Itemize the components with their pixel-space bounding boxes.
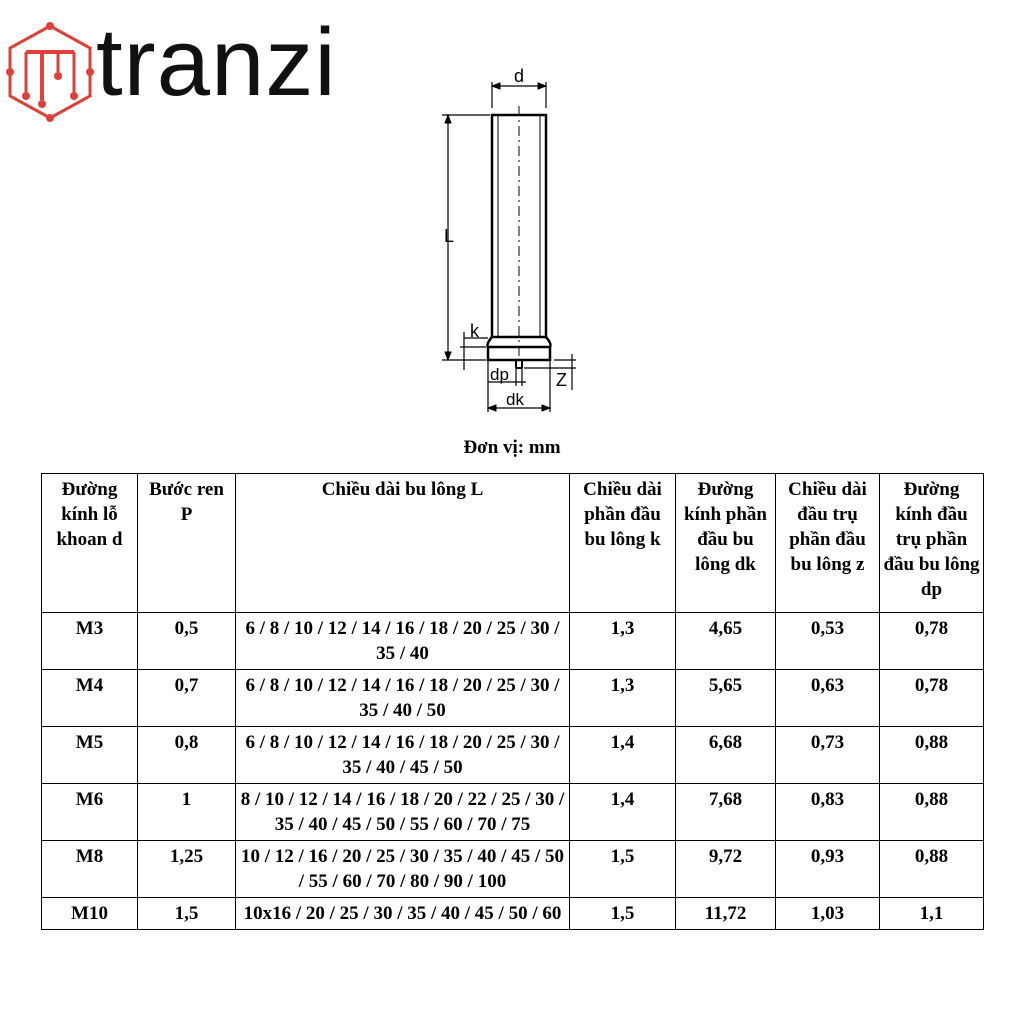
cell-lengths: 8 / 10 / 12 / 14 / 16 / 18 / 20 / 22 / 25 / 30 / 35 / 40 / 45 / 50 / 55 / 60 / 70 / 75: [236, 784, 570, 841]
cell-dp: 0,88: [880, 784, 984, 841]
table-row: [42, 784, 984, 841]
cell-dk: 5,65: [676, 670, 776, 727]
cell-z: 0,83: [776, 784, 880, 841]
table-row: [42, 898, 984, 930]
brand-logo: [0, 9, 337, 122]
cell-lengths: 6 / 8 / 10 / 12 / 14 / 16 / 18 / 20 / 25 / 30 / 35 / 40: [236, 613, 570, 670]
header-pin-length-z: Chiều dài đầu trụ phần đầu bu lông z: [776, 474, 880, 613]
cell-pitch: 1,5: [138, 898, 236, 930]
label-dp: dp: [490, 365, 509, 384]
cell-pitch: 0,5: [138, 613, 236, 670]
tranzi-logo-icon: [4, 22, 96, 122]
cell-size: M3: [42, 613, 138, 670]
label-d: d: [514, 66, 525, 86]
table-row: [42, 613, 984, 670]
cell-dp: 0,88: [880, 841, 984, 898]
cell-size: M6: [42, 784, 138, 841]
cell-k: 1,5: [570, 841, 676, 898]
cell-dk: 6,68: [676, 727, 776, 784]
cell-size: M10: [42, 898, 138, 930]
cell-dk: 7,68: [676, 784, 776, 841]
cell-k: 1,3: [570, 613, 676, 670]
header-head-length-k: Chiều dài phần đầu bu lông k: [570, 474, 676, 613]
cell-dk: 11,72: [676, 898, 776, 930]
cell-z: 0,63: [776, 670, 880, 727]
cell-size: M5: [42, 727, 138, 784]
cell-pitch: 1,25: [138, 841, 236, 898]
cell-dp: 0,78: [880, 613, 984, 670]
brand-name: tranzi: [96, 9, 337, 116]
cell-z: 1,03: [776, 898, 880, 930]
spec-table: [41, 473, 984, 930]
header-pin-diameter-dp: Đường kính đầu trụ phần đầu bu lông dp: [880, 474, 984, 613]
cell-k: 1,4: [570, 727, 676, 784]
cell-dp: 1,1: [880, 898, 984, 930]
label-k: k: [470, 321, 479, 341]
cell-lengths: 10x16 / 20 / 25 / 30 / 35 / 40 / 45 / 50 / 60: [236, 898, 570, 930]
cell-z: 0,93: [776, 841, 880, 898]
label-z: Z: [556, 370, 567, 390]
bolt-dimension-diagram: [430, 60, 600, 420]
cell-k: 1,3: [570, 670, 676, 727]
header-head-diameter-dk: Đường kính phần đầu bu lông dk: [676, 474, 776, 613]
unit-note: Đơn vị: mm: [463, 437, 561, 458]
label-dk: dk: [506, 390, 524, 409]
cell-dk: 9,72: [676, 841, 776, 898]
cell-lengths: 6 / 8 / 10 / 12 / 14 / 16 / 18 / 20 / 25 / 30 / 35 / 40 / 50: [236, 670, 570, 727]
cell-pitch: 0,8: [138, 727, 236, 784]
cell-dp: 0,78: [880, 670, 984, 727]
cell-z: 0,73: [776, 727, 880, 784]
cell-z: 0,53: [776, 613, 880, 670]
cell-size: M4: [42, 670, 138, 727]
table-row: [42, 841, 984, 898]
header-bolt-length: Chiều dài bu lông L: [236, 474, 570, 613]
cell-lengths: 10 / 12 / 16 / 20 / 25 / 30 / 35 / 40 / 45 / 50 / 55 / 60 / 70 / 80 / 90 / 100: [236, 841, 570, 898]
cell-k: 1,4: [570, 784, 676, 841]
cell-pitch: 0,7: [138, 670, 236, 727]
cell-size: M8: [42, 841, 138, 898]
cell-k: 1,5: [570, 898, 676, 930]
cell-dk: 4,65: [676, 613, 776, 670]
header-thread-pitch: Bước ren P: [138, 474, 236, 613]
table-row: [42, 670, 984, 727]
cell-lengths: 6 / 8 / 10 / 12 / 14 / 16 / 18 / 20 / 25 / 30 / 35 / 40 / 45 / 50: [236, 727, 570, 784]
label-L: L: [444, 226, 455, 246]
cell-dp: 0,88: [880, 727, 984, 784]
table-header-row: [42, 474, 984, 613]
header-drill-diameter: Đường kính lỗ khoan d: [42, 474, 138, 613]
table-row: [42, 727, 984, 784]
cell-pitch: 1: [138, 784, 236, 841]
